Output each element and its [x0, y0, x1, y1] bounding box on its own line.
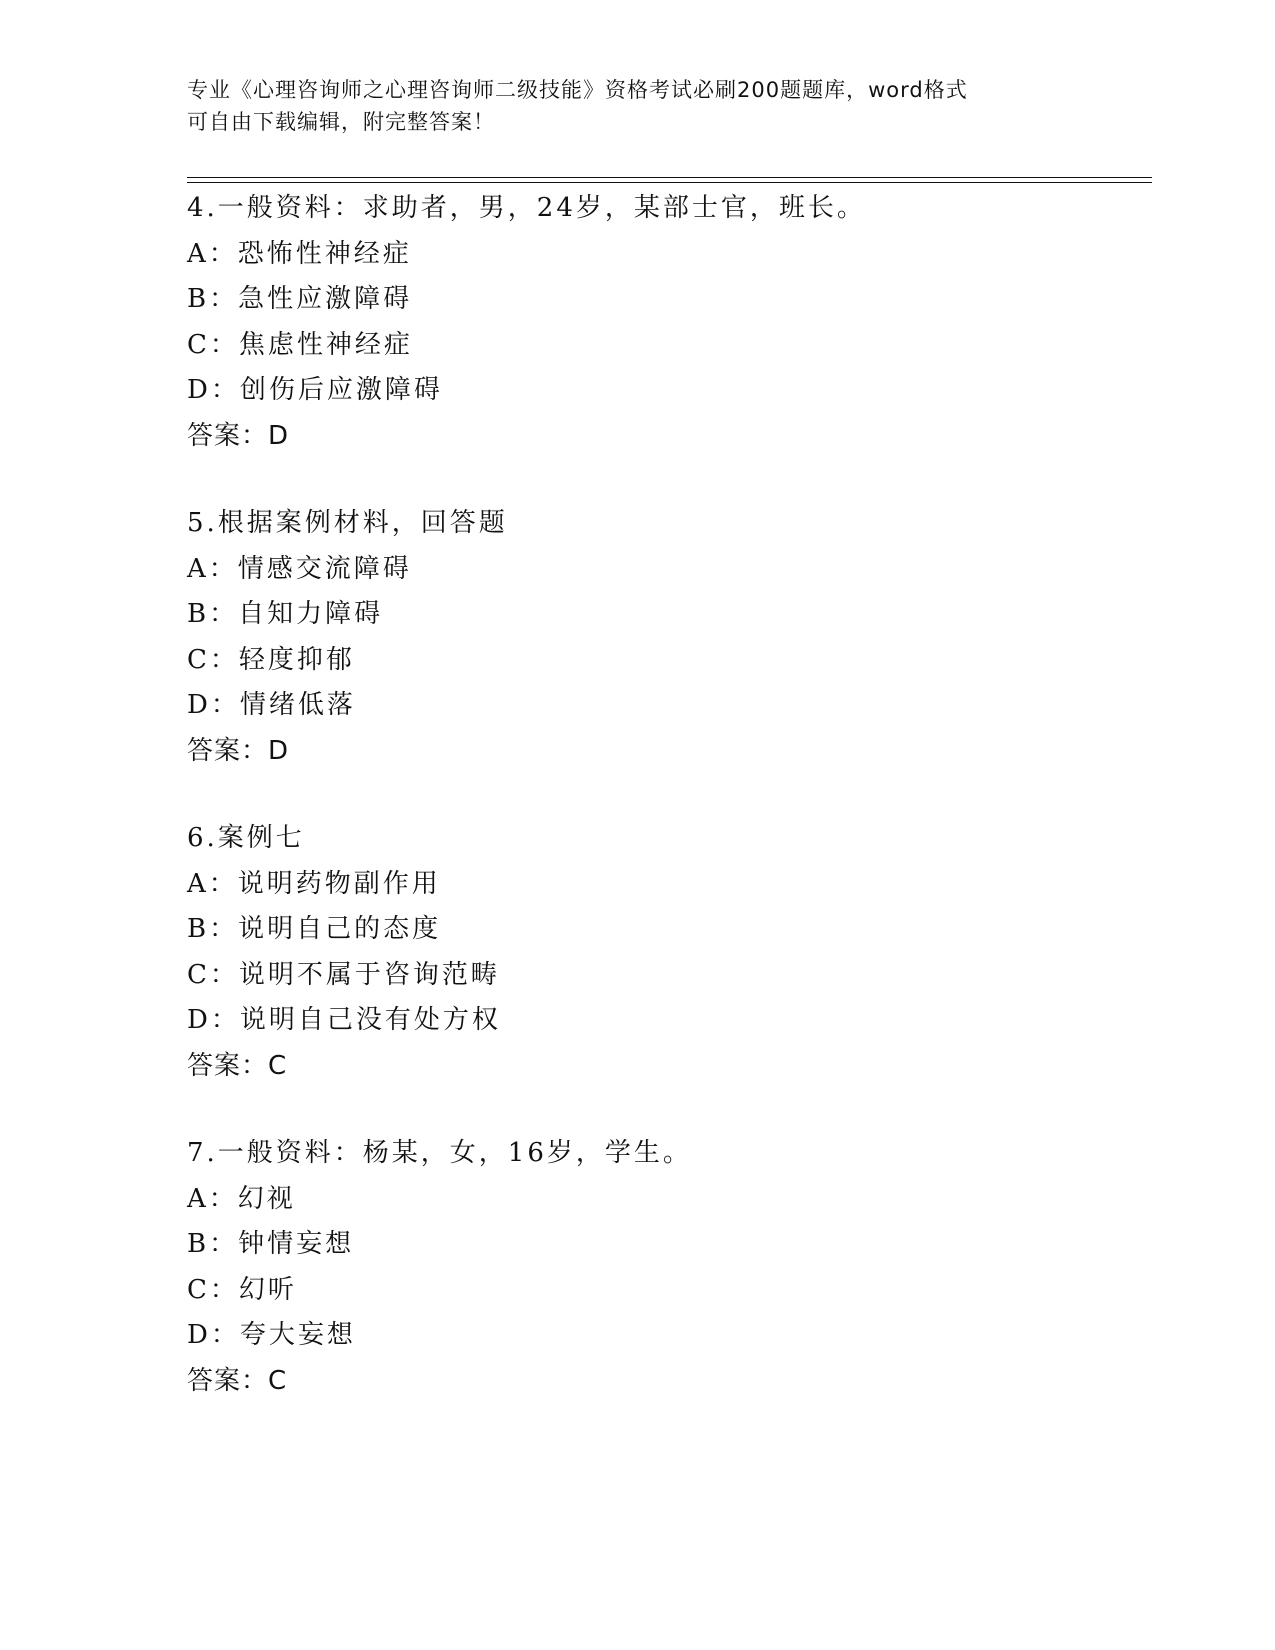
question-stem: 6.案例七 — [187, 823, 305, 853]
question-7 — [187, 1131, 1147, 1404]
header-title-line-1: 专业《心理咨询师之心理咨询师二级技能》资格考试必刷200题题库，word格式 — [187, 78, 968, 102]
option-b: B：急性应激障碍 — [187, 284, 413, 314]
question-5 — [187, 501, 1147, 774]
option-a: A：恐怖性神经症 — [187, 238, 412, 269]
answer-line: 答案：C — [187, 1050, 288, 1081]
answer-line: 答案：D — [187, 735, 290, 766]
question-6 — [187, 816, 1147, 1089]
document-header — [187, 74, 1087, 138]
option-c: C：焦虑性神经症 — [187, 329, 413, 360]
answer-line: 答案：C — [187, 1365, 288, 1396]
header-divider-top — [187, 177, 1152, 178]
header-title-line-2: 可自由下载编辑，附完整答案！ — [187, 110, 495, 134]
question-stem: 5.根据案例材料，回答题 — [187, 508, 508, 538]
option-a: A：幻视 — [187, 1183, 296, 1214]
question-stem: 7.一般资料：杨某，女，16岁，学生。 — [187, 1138, 692, 1168]
option-d: D：夸大妄想 — [187, 1320, 356, 1350]
option-b: B：自知力障碍 — [187, 599, 384, 629]
option-c: C：幻听 — [187, 1274, 297, 1305]
option-d: D：创伤后应激障碍 — [187, 375, 443, 405]
option-b: B：钟情妄想 — [187, 1229, 355, 1259]
option-c: C：说明不属于咨询范畴 — [187, 959, 500, 990]
option-b: B：说明自己的态度 — [187, 914, 442, 944]
option-a: A：说明药物副作用 — [187, 868, 441, 899]
option-d: D：情绪低落 — [187, 690, 356, 720]
question-4 — [187, 186, 1147, 459]
option-a: A：情感交流障碍 — [187, 553, 412, 584]
option-d: D：说明自己没有处方权 — [187, 1005, 501, 1035]
option-c: C：轻度抑郁 — [187, 644, 355, 675]
answer-line: 答案：D — [187, 420, 290, 451]
question-stem: 4.一般资料：求助者，男，24岁，某部士官，班长。 — [187, 193, 866, 223]
header-divider-bottom — [187, 182, 1152, 183]
